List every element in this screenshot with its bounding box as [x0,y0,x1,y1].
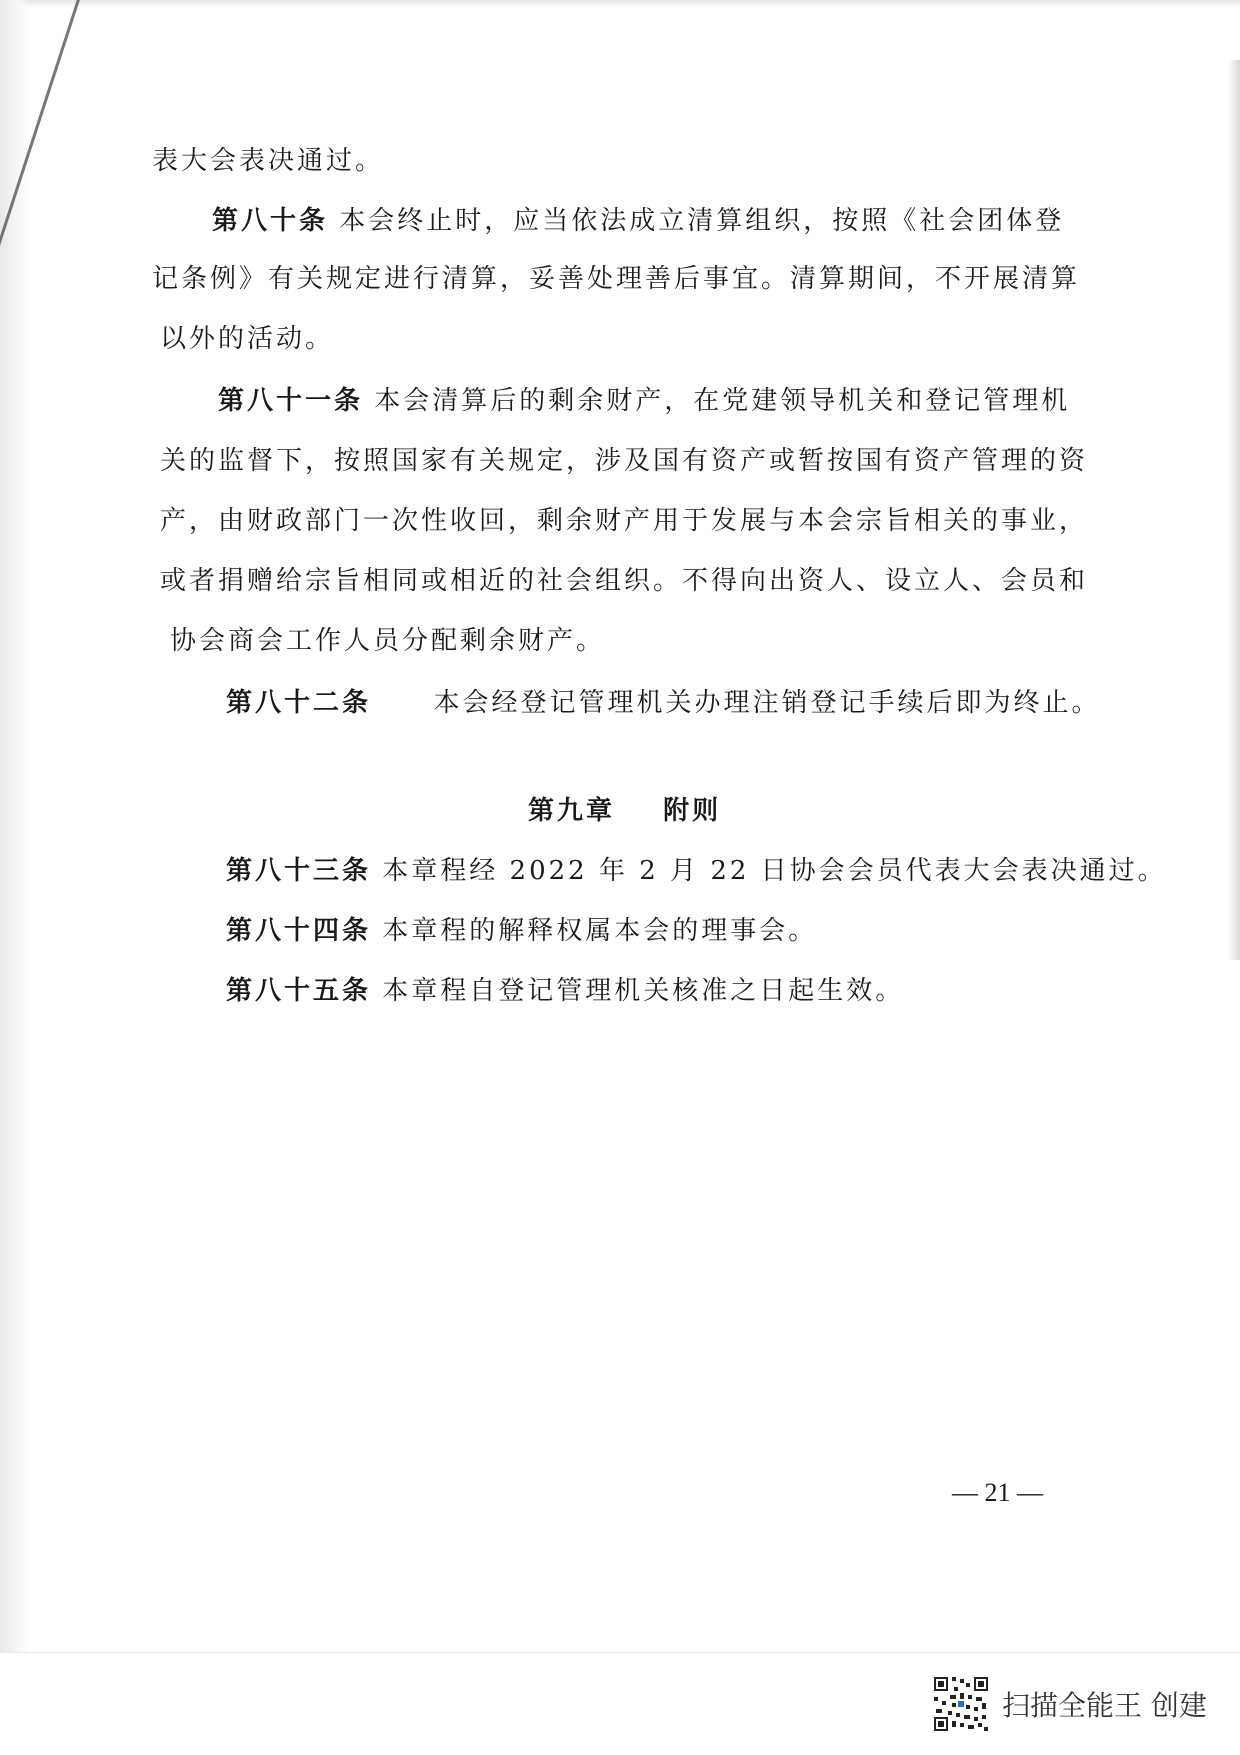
article-number: 第八十五条 [226,976,372,1006]
line-text: 关的监督下，按照国家有关规定，涉及国有资产或暂按国有资产管理的资 [160,446,1089,476]
text-line-1 [152,140,384,177]
article-number: 第八十一条 [218,386,364,416]
text-line-8 [160,560,1088,597]
qr-code-icon [932,1675,990,1733]
article-81 [218,380,1070,417]
text-line-9 [170,620,605,657]
line-text: 表大会表决通过。 [152,146,385,176]
line-text: 记条例》有关规定进行清算，妥善处理善后事宜。清算期间，不开展清算 [152,264,1081,294]
line-text: 或者捐赠给宗旨相同或相近的社会组织。不得向出资人、设立人、会员和 [160,566,1089,596]
article-number: 第八十四条 [226,916,372,946]
article-text: 本章程经 2022 年 2 月 22 日协会会员代表大会表决通过。 [382,856,1167,886]
article-80 [212,200,1064,237]
article-82 [226,682,1101,719]
article-number: 第八十二条 [226,688,372,718]
article-text: 本会经登记管理机关办理注销登记手续后即为终止。 [433,688,1101,718]
chapter-title: 附则 [663,796,722,826]
scanner-watermark [932,1672,1212,1736]
chapter-number: 第九章 [528,796,616,826]
text-line-7 [160,500,1088,537]
watermark-text: 扫描全能王 创建 [1002,1689,1207,1722]
article-number: 第八十三条 [226,856,372,886]
article-83 [226,850,1167,887]
text-line-3 [152,258,1080,295]
line-text: 产，由财政部门一次性收回，剩余财产用于发展与本会宗旨相关的事业， [160,506,1089,536]
article-84 [226,910,817,947]
chapter-heading [528,790,721,827]
page-number: — 21 — [952,1478,1043,1507]
article-text: 本会清算后的剩余财产，在党建领导机关和登记管理机 [374,386,1071,416]
article-85 [226,970,904,1007]
line-text: 以外的活动。 [160,324,335,354]
article-text: 本章程自登记管理机关核准之日起生效。 [382,976,905,1006]
article-text: 本章程的解释权属本会的理事会。 [382,916,818,946]
line-text: 协会商会工作人员分配剩余财产。 [170,626,606,656]
article-number: 第八十条 [212,206,329,236]
text-line-6 [160,440,1088,477]
article-text: 本会终止时，应当依法成立清算组织，按照《社会团体登 [339,206,1065,236]
text-line-4 [160,318,334,355]
